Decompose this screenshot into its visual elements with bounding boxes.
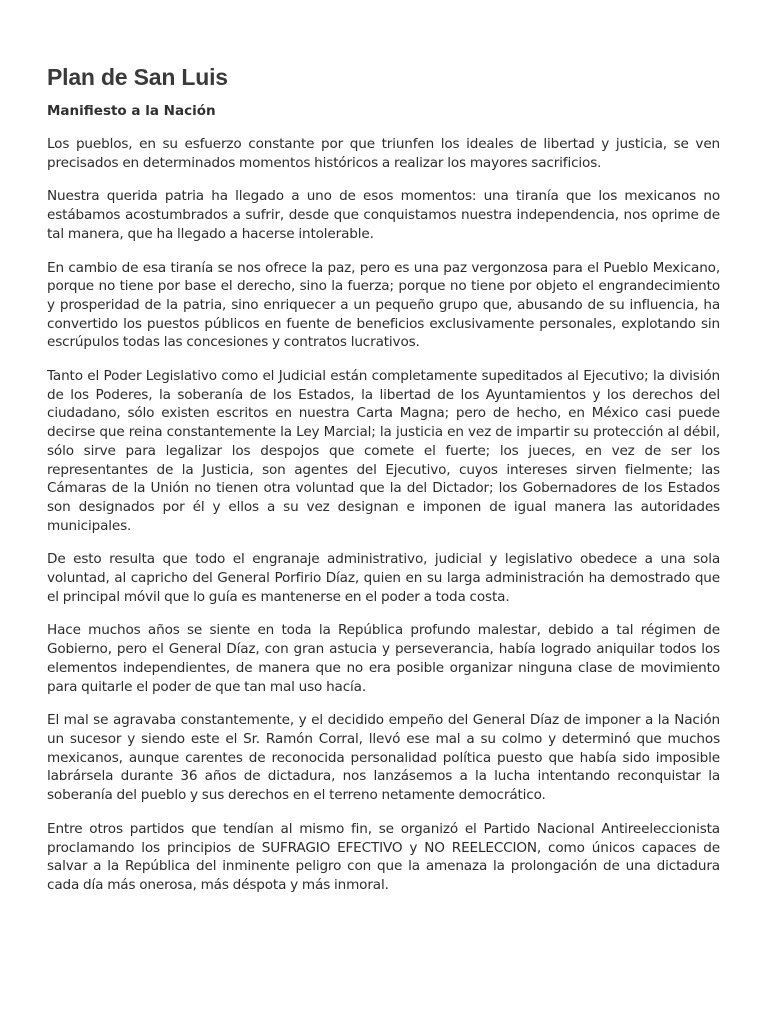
- paragraph: El mal se agravaba constantemente, y el decidido empeño del General Díaz de imponer a la Nación un sucesor y siendo este el Sr. Ramón Corral, llevó ese mal a su colmo y determinó que muchos mexicanos, aunque carentes de reconocida personalidad política puesto que había sido imposible labrársela durante 36 años de dictadura, nos lanzásemos a la lucha intentando reconquistar la soberanía del pueblo y sus derechos en el terreno netamente democrático.: [47, 712, 720, 804]
- document-body: [47, 135, 720, 895]
- paragraph: Los pueblos, en su esfuerzo constante por que triunfen los ideales de libertad y justicia, se ven precisados en determinados momentos históricos a realizar los mayores sacrificios.: [47, 136, 720, 171]
- document-title: Plan de San Luis: [47, 64, 228, 90]
- paragraph: Hace muchos años se siente en toda la República profundo malestar, debido a tal régimen de Gobierno, pero el General Díaz, con gran astucia y perseverancia, había logrado aniquilar todos los elementos independientes, de manera que no era posible organizar ninguna clase de movimiento para quitarle el poder de que tan mal uso hacía.: [47, 622, 720, 695]
- document-subtitle: Manifiesto a la Nación: [47, 103, 216, 119]
- paragraph: Nuestra querida patria ha llegado a uno de esos momentos: una tiranía que los mexicanos no estábamos acostumbrados a sufrir, desde que conquistamos nuestra independencia, nos oprime de tal manera, que ha llegado a hacerse intolerable.: [47, 188, 720, 242]
- paragraph: Tanto el Poder Legislativo como el Judicial están completamente supeditados al Ejecutivo; la división de los Poderes, la soberanía de los Estados, la libertad de los Ayuntamientos y los derechos del ciudadano, sólo existen escritos en nuestra Carta Magna; pero de hecho, en México casi puede decirse que reina constantemente la Ley Marcial; la justicia en vez de impartir su protección al débil, sólo sirve para legalizar los despojos que comete el fuerte; los jueces, en vez de ser los representantes de la Justicia, son agentes del Ejecutivo, cuyos intereses sirven fielmente; las Cámaras de la Unión no tienen otra voluntad que la del Dictador; los Gobernadores de los Estados son designados por él y ellos a su vez designan e imponen de igual manera las autoridades municipales.: [47, 368, 720, 534]
- paragraph: En cambio de esa tiranía se nos ofrece la paz, pero es una paz vergonzosa para el Pueblo Mexicano, porque no tiene por base el derecho, sino la fuerza; porque no tiene por objeto el engrandecimiento y prosperidad de la patria, sino enriquecer a un pequeño grupo que, abusando de su influencia, ha convertido los puestos públicos en fuente de beneficios exclusivamente personales, explotando sin escrúpulos todas las concesiones y contratos lucrativos.: [47, 259, 720, 351]
- paragraph: Entre otros partidos que tendían al mismo fin, se organizó el Partido Nacional Antireeleccionista proclamando los principios de SUFRAGIO EFECTIVO y NO REELECCION, como únicos capaces de salvar a la República del inminente peligro con que la amenaza la prolongación de una dictadura cada día más onerosa, más déspota y más inmoral.: [47, 820, 720, 893]
- paragraph: De esto resulta que todo el engranaje administrativo, judicial y legislativo obedece a una sola voluntad, al capricho del General Porfirio Díaz, quien en su larga administración ha demostrado que el principal móvil que lo guía es mantenerse en el poder a toda costa.: [47, 551, 720, 605]
